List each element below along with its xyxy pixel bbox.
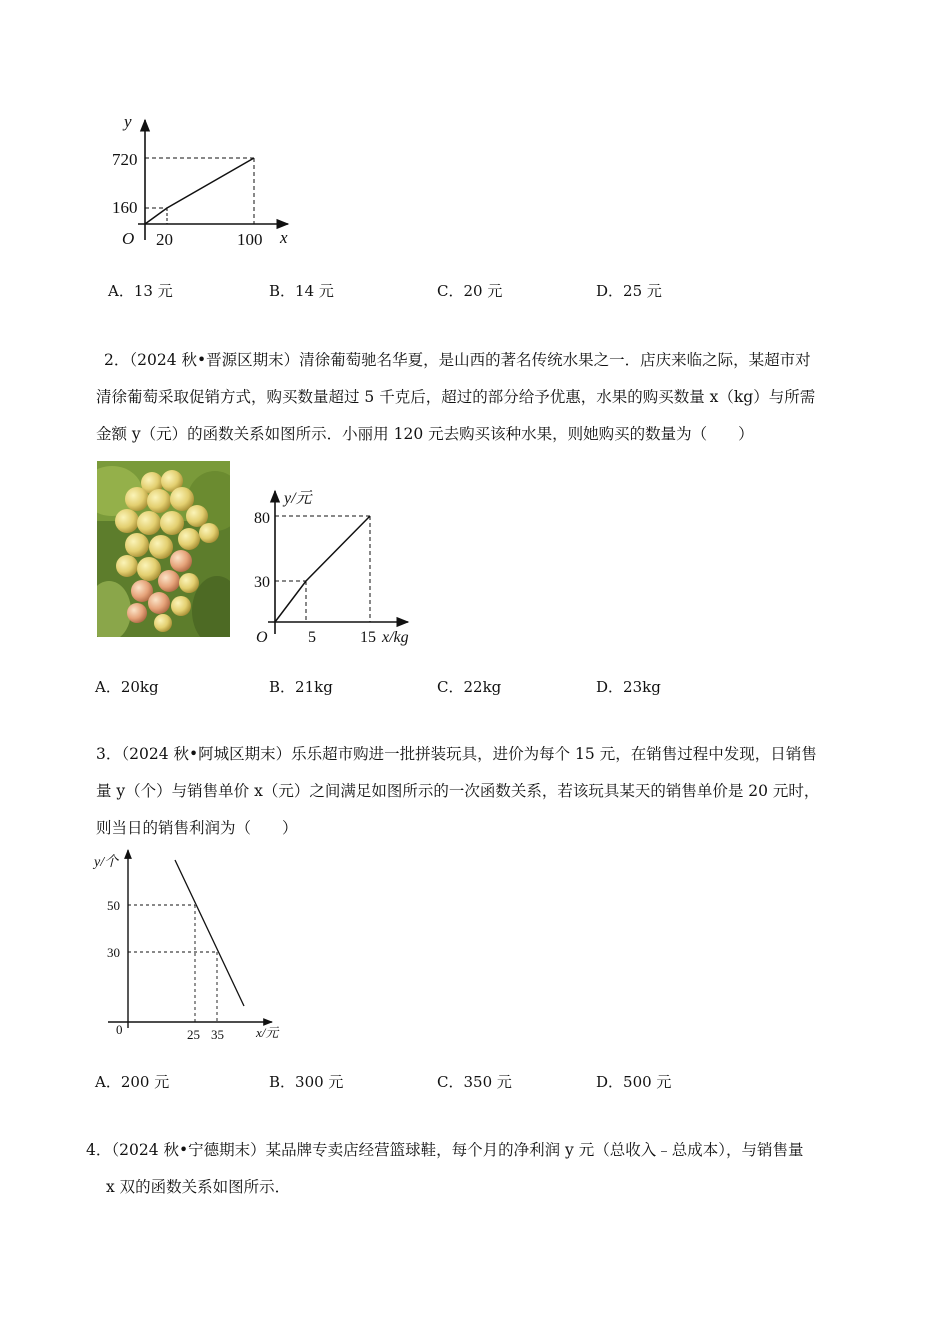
q3-y-tick-50: 50 xyxy=(107,898,120,913)
q3-option-a[interactable]: A．200 元 xyxy=(95,1073,170,1091)
q1-graph xyxy=(108,110,298,255)
q2-graph xyxy=(248,486,423,648)
q2-origin-label: O xyxy=(256,629,268,646)
q3-x-tick-25: 25 xyxy=(187,1027,200,1042)
q2-option-c[interactable]: C．22kg xyxy=(437,678,502,696)
q4-stem xyxy=(86,1132,868,1206)
q2-stem xyxy=(96,342,868,453)
q1-y-tick-720: 720 xyxy=(112,150,138,169)
q1-series-line xyxy=(145,158,254,224)
q2-x-tick-15: 15 xyxy=(360,629,376,646)
q2-stem-line-2: 清徐葡萄采取促销方式，购买数量超过 5 千克后，超过的部分给予优惠，水果的购买数量 x（kg）与所需 xyxy=(96,388,816,406)
q3-stem-line-2: 量 y（个）与销售单价 x（元）之间满足如图所示的一次函数关系，若该玩具某天的销售单价是 20 元时， xyxy=(96,782,820,800)
q1-option-c[interactable]: C．20 元 xyxy=(437,282,503,300)
q1-x-tick-20: 20 xyxy=(156,230,173,249)
q2-option-b[interactable]: B．21kg xyxy=(269,678,333,696)
q1-option-d[interactable]: D．25 元 xyxy=(596,282,662,300)
q4-stem-line-2: x 双的函数关系如图所示． xyxy=(106,1178,291,1196)
q3-option-d[interactable]: D．500 元 xyxy=(596,1073,672,1091)
q1-origin-label: O xyxy=(122,229,135,248)
q1-x-label: x xyxy=(280,228,288,247)
q3-origin-label: 0 xyxy=(116,1022,123,1037)
q2-y-tick-80: 80 xyxy=(254,510,270,527)
q1-option-a[interactable]: A．13 元 xyxy=(108,282,173,300)
q2-stem-line-3: 金额 y（元）的函数关系如图所示．小丽用 120 元去购买该种水果，则她购买的数量为（ ） xyxy=(96,425,754,443)
q3-x-tick-35: 35 xyxy=(211,1027,224,1042)
q1-y-tick-160: 160 xyxy=(112,198,138,217)
q2-option-d[interactable]: D．23kg xyxy=(596,678,661,696)
q2-series-line xyxy=(275,516,370,622)
q4-stem-line-1: 4．（2024 秋•宁德期末）某品牌专卖店经营篮球鞋，每个月的净利润 y 元（总收入﹣总成本），与销售量 xyxy=(86,1141,804,1159)
q1-option-b[interactable]: B．14 元 xyxy=(269,282,334,300)
q3-series-line xyxy=(175,860,244,1006)
q3-stem xyxy=(96,736,868,847)
q1-y-label: y xyxy=(124,112,132,131)
grapes-photo xyxy=(97,461,230,637)
q3-graph xyxy=(92,848,292,1044)
q2-y-label: y/元 xyxy=(284,490,312,507)
q2-x-tick-5: 5 xyxy=(308,629,316,646)
q3-option-b[interactable]: B．300 元 xyxy=(269,1073,344,1091)
q3-y-label: y/个 xyxy=(94,855,119,870)
q3-y-tick-30: 30 xyxy=(107,945,120,960)
q3-stem-line-3: 则当日的销售利润为（ ） xyxy=(96,819,298,837)
q2-options xyxy=(0,676,950,700)
q2-x-label: x/kg xyxy=(382,629,409,646)
q2-y-tick-30: 30 xyxy=(254,574,270,591)
q1-options xyxy=(0,280,950,304)
q3-stem-line-1: 3．（2024 秋•阿城区期末）乐乐超市购进一批拼装玩具，进价为每个 15 元，在销售过程中发现，日销售 xyxy=(96,745,817,763)
q2-stem-line-1: 2．（2024 秋•晋源区期末）清徐葡萄驰名华夏，是山西的著名传统水果之一．店庆来临之际，某超市对 xyxy=(104,351,811,369)
q3-options xyxy=(0,1071,950,1095)
q3-option-c[interactable]: C．350 元 xyxy=(437,1073,512,1091)
q2-option-a[interactable]: A．20kg xyxy=(95,678,159,696)
q1-x-tick-100: 100 xyxy=(237,230,263,249)
q3-x-label: x/元 xyxy=(256,1025,279,1040)
